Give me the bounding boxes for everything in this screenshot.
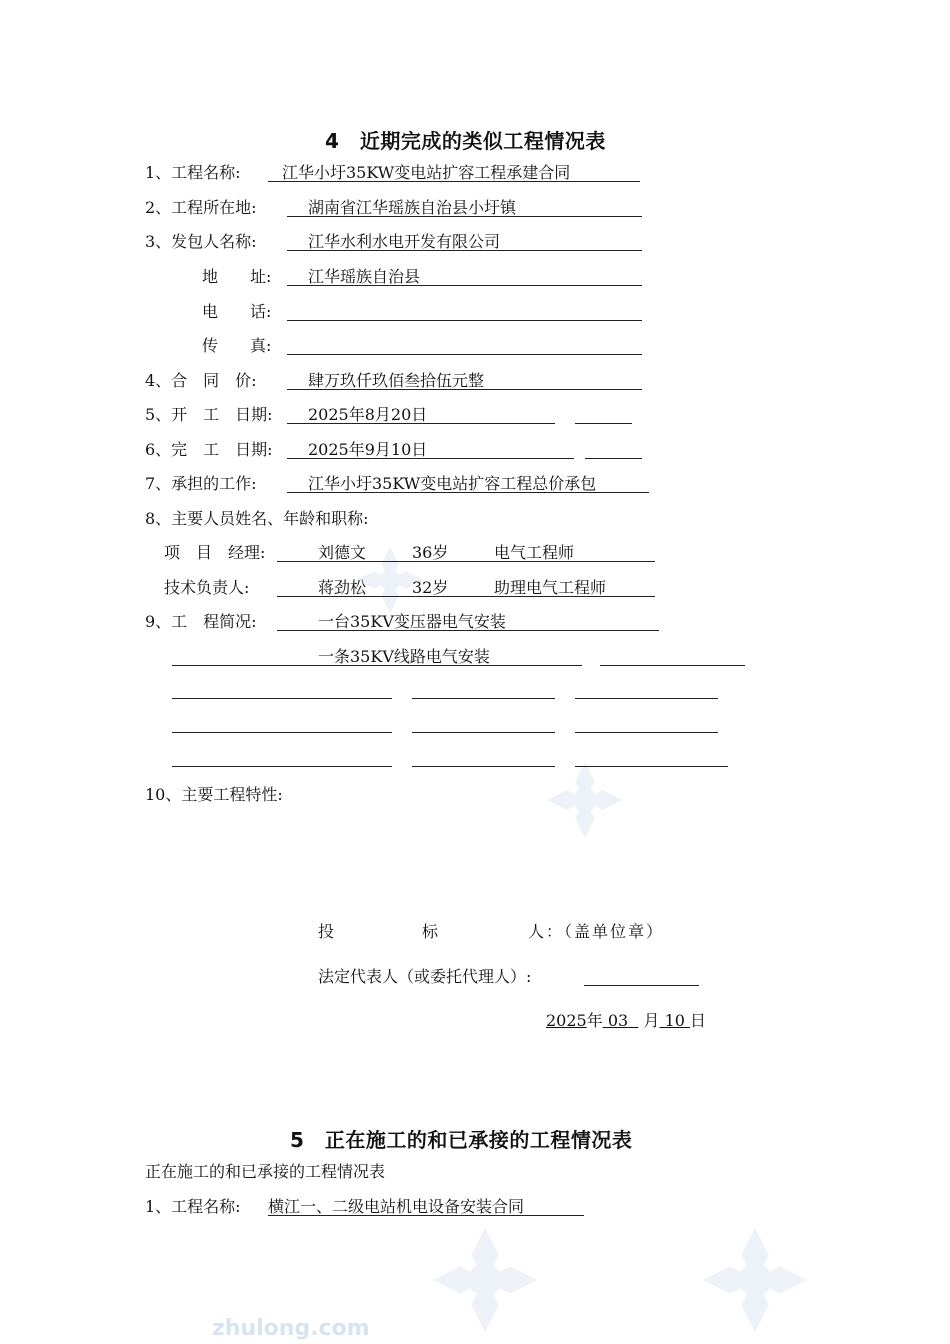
- underline: [584, 985, 699, 986]
- overview-label: 9、工 程简况:: [145, 612, 257, 631]
- underline: [277, 596, 655, 597]
- section-5-project-name-label: 1、工程名称:: [145, 1197, 241, 1216]
- underline: [287, 216, 642, 217]
- project-name-value: 江华小圩35KW变电站扩容工程承建合同: [282, 163, 571, 182]
- snowflake-watermark-icon: [545, 760, 625, 840]
- sign-day: 10: [664, 1011, 685, 1030]
- location-value: 湖南省江华瑶族自治县小圩镇: [308, 198, 517, 217]
- underline: [287, 285, 642, 286]
- underline: [287, 492, 649, 493]
- contract-price-label: 4、合 同 价:: [145, 371, 257, 390]
- address-value: 江华瑶族自治县: [308, 267, 421, 286]
- underline: [575, 732, 718, 733]
- work-label: 7、承担的工作:: [145, 474, 257, 493]
- personnel-age: 32岁: [412, 578, 449, 597]
- underline: [287, 389, 642, 390]
- underline: [277, 630, 659, 631]
- fax-label: 传 真:: [202, 336, 272, 355]
- employer-label: 3、发包人名称:: [145, 232, 257, 251]
- representative-label: 法定代表人（或委托代理人）:: [318, 967, 532, 986]
- snowflake-watermark-icon: [700, 1225, 810, 1335]
- bidder-label-seal: 人：（盖单位章）: [528, 922, 665, 941]
- location-label: 2、工程所在地:: [145, 198, 257, 217]
- underline: [287, 320, 642, 321]
- underline: [172, 698, 392, 699]
- underline: [172, 732, 392, 733]
- snowflake-watermark-icon: [430, 1225, 540, 1335]
- watermark-text: zhulong.com: [212, 1316, 370, 1341]
- phone-label: 电 话:: [202, 302, 272, 321]
- underline: [287, 458, 574, 459]
- start-date-value: 2025年8月20日: [308, 405, 428, 424]
- personnel-name: 蒋劲松: [318, 578, 367, 597]
- underline: [287, 423, 555, 424]
- underline: [575, 423, 632, 424]
- sign-month: 03: [607, 1011, 629, 1030]
- overview-line: 一台35KV变压器电气安装: [318, 612, 506, 631]
- underline: [412, 698, 555, 699]
- year-suffix: 年: [586, 1011, 603, 1030]
- sign-year: 2025: [546, 1011, 587, 1030]
- section-5-subtitle: 正在施工的和已承接的工程情况表: [145, 1162, 386, 1181]
- bidder-label-char: 标: [422, 922, 439, 941]
- employer-value: 江华水利水电开发有限公司: [308, 232, 501, 251]
- underline: [600, 665, 745, 666]
- sign-date: [546, 1011, 706, 1031]
- underline: [287, 250, 642, 251]
- underline: [412, 766, 555, 767]
- underline: [412, 732, 555, 733]
- personnel-label: 8、主要人员姓名、年龄和职称:: [145, 509, 369, 528]
- start-date-label: 5、开 工 日期:: [145, 405, 273, 424]
- overview-line: 一条35KV线路电气安装: [318, 647, 490, 666]
- underline: [277, 561, 655, 562]
- section-5-title: 5 正在施工的和已承接的工程情况表: [290, 1128, 633, 1152]
- underline: [575, 766, 728, 767]
- end-date-label: 6、完 工 日期:: [145, 440, 273, 459]
- personnel-age: 36岁: [412, 543, 449, 562]
- bidder-label-char: 投: [318, 922, 335, 941]
- personnel-role: 技术负责人:: [164, 578, 250, 597]
- personnel-title: 电气工程师: [494, 543, 575, 562]
- contract-price-value: 肆万玖仟玖佰叁拾伍元整: [308, 371, 485, 390]
- personnel-role: 项 目 经理:: [164, 543, 266, 562]
- project-name-label: 1、工程名称:: [145, 163, 241, 182]
- section-5-project-name-value: 横江一、二级电站机电设备安装合同: [268, 1197, 525, 1216]
- underline: [172, 766, 392, 767]
- underline: [585, 458, 642, 459]
- personnel-title: 助理电气工程师: [494, 578, 607, 597]
- address-label: 地 址:: [202, 267, 272, 286]
- underline: [172, 665, 582, 666]
- underline: [287, 354, 642, 355]
- end-date-value: 2025年9月10日: [308, 440, 428, 459]
- day-suffix: 日: [690, 1011, 707, 1030]
- month-suffix: 月: [643, 1011, 660, 1030]
- personnel-name: 刘德文: [318, 543, 367, 562]
- underline: [268, 181, 640, 182]
- work-value: 江华小圩35KW变电站扩容工程总价承包: [308, 474, 597, 493]
- underline: [268, 1215, 584, 1216]
- features-label: 10、主要工程特性:: [145, 785, 283, 804]
- underline: [575, 698, 718, 699]
- section-4-title: 4 近期完成的类似工程情况表: [325, 129, 606, 153]
